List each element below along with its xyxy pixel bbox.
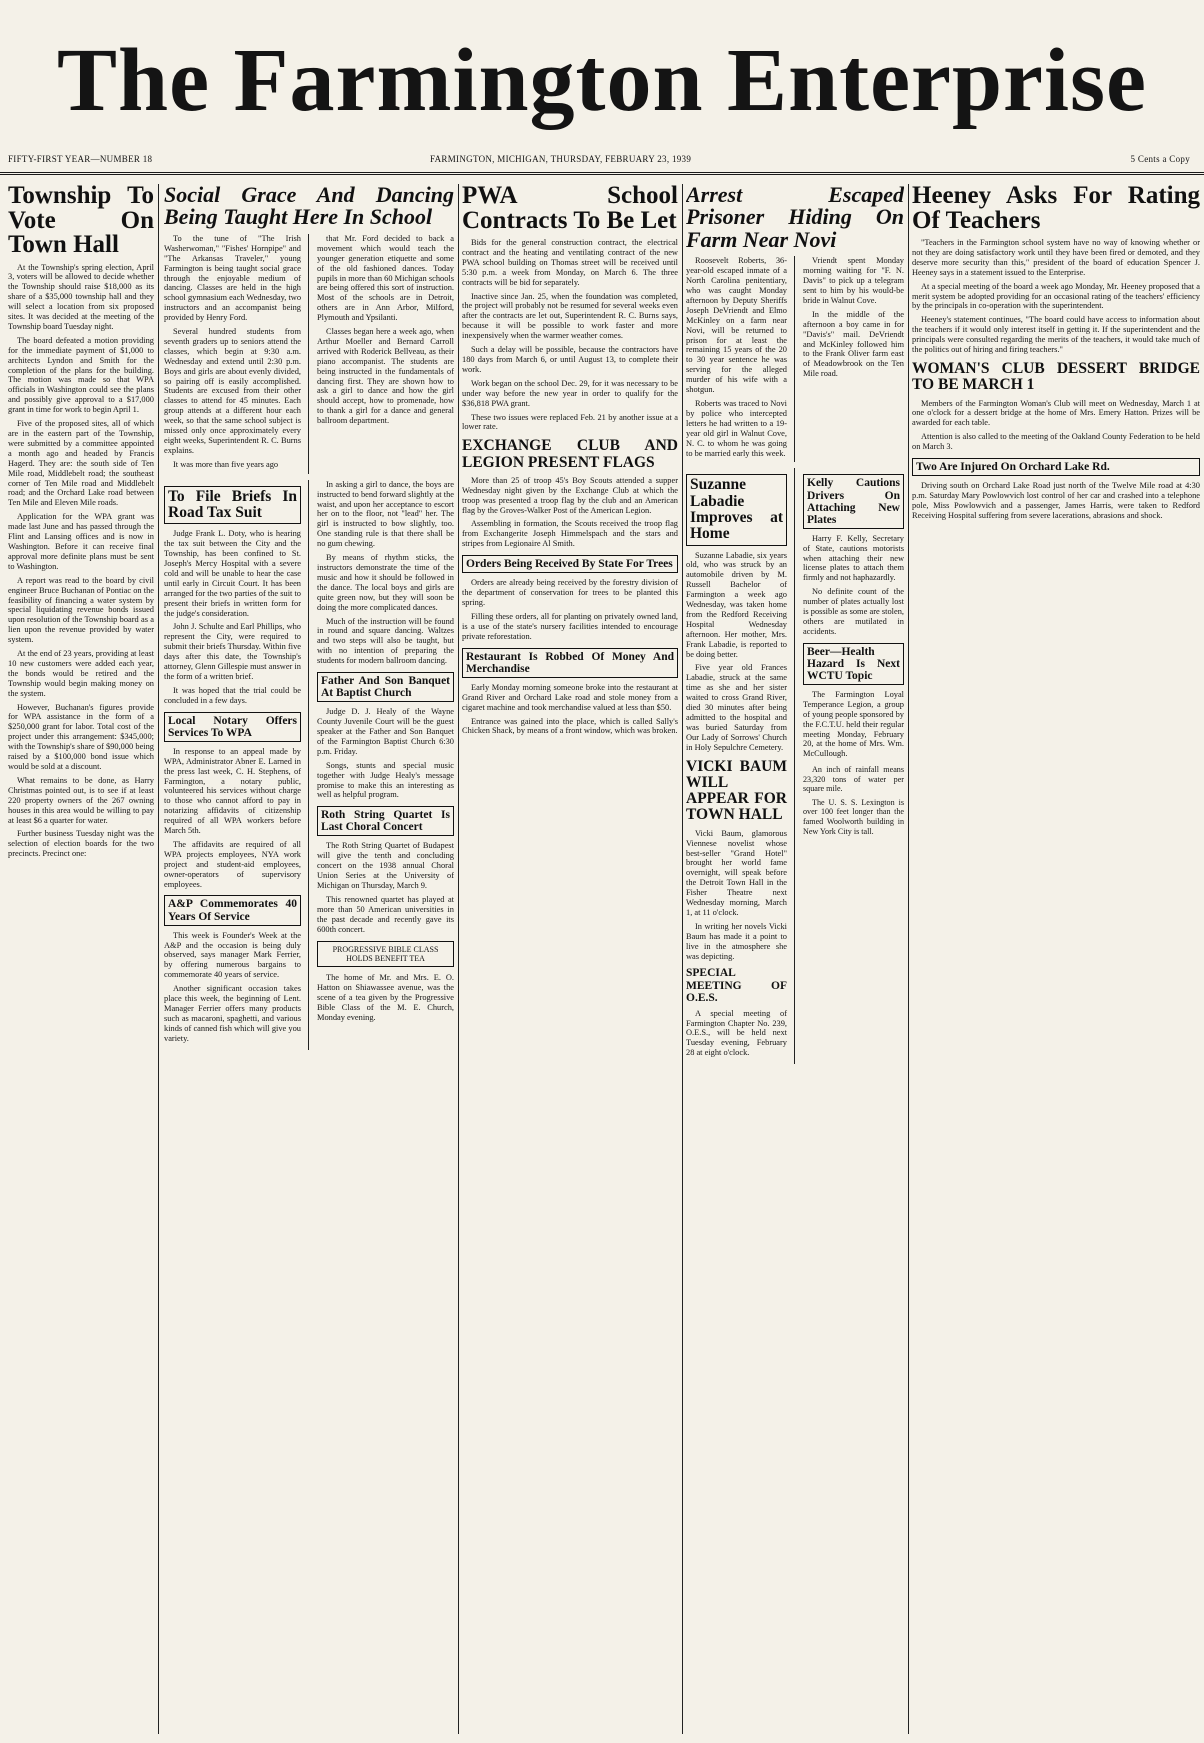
bible-class-box: PROGRESSIVE BIBLE CLASS HOLDS BENEFIT TEA xyxy=(317,941,454,968)
pwa-paragraph: Inactive since Jan. 25, when the foundation was completed, the project will probably not be resumed for several weeks even after the contracts are let out, Superintendent R. C. Burns says, because it will be possible to work faster and more inexpensively when the warmer weather comes. xyxy=(462,291,678,341)
column-4 xyxy=(686,184,904,1734)
ap-paragraph: Another significant occasion takes place this week, the beginning of Lent. Manager Ferrier offers many products such as macaroni, spaghetti, and various kinds of canned fish which will give you variety. xyxy=(164,984,301,1043)
township-paragraph: What remains to be done, as Harry Christmas pointed out, is to see if at least 220 property owners of the 267 owning houses in this area would be willing to pay at least $6 a quarter for water. xyxy=(8,775,154,825)
masthead: The Farmington Enterprise xyxy=(57,31,1147,130)
column-5 xyxy=(912,184,1200,1734)
pwa-paragraph: Bids for the general construction contract, the electrical contract and the heating and ventilating contract of the new PWA school building on Thomas street will be received until 5:30 p.m. a week from Monday, on March 6. The three contracts will be bid for separately. xyxy=(462,238,678,287)
heeney-paragraph: Heeney's statement continues, "The board could have access to information about the teachers if it would only interest itself in getting it. If the superintendent and the principals were consulted regarding the merits of the teachers, it would take much of the politics out of hiring and firing teachers." xyxy=(912,315,1200,355)
kelly-paragraph: Harry F. Kelly, Secretary of State, cautions motorists when attaching their new license plates to attach them firmly and not haphazardly. xyxy=(803,533,904,583)
father-son-paragraph: Judge D. J. Healy of the Wayne County Juvenile Court will be the guest speaker at the Father and Son Banquet of the Farmington Baptist Church 6:30 p.m. Friday. xyxy=(317,707,454,756)
township-paragraph: A report was read to the board by civil engineer Bruce Buchanan of Pontiac on the feasibility of financing a water system by special liquidating revenue bonds issued upon resolution of the Township board as a lien upon the revenue provided by water system. xyxy=(8,575,154,645)
column-1 xyxy=(8,184,154,1734)
column-divider xyxy=(682,184,683,1734)
heeney-paragraph: At a special meeting of the board a week ago Monday, Mr. Heeney proposed that a merit system be adopted providing for an occasional rating of the teachers' efficiency by the principals in co-operation with the superintendent. xyxy=(912,281,1200,311)
township-story xyxy=(8,184,154,859)
ap-headline: A&P Commemorates 40 Years Of Service xyxy=(164,895,301,925)
orders-headline: Orders Being Received By State For Trees xyxy=(462,555,678,573)
restaurant-paragraph: Early Monday morning someone broke into the restaurant at Grand River and Orchard Lake road and stole money from a cigaret machine and took merchandise valued at less than $50. xyxy=(462,682,678,712)
heeney-story xyxy=(912,184,1200,355)
dancing-more-paragraph: Much of the instruction will be found in round and square dancing. Waltzes and two steps will also be taught, but with no intention of preparing the students for modern ballroom dancing. xyxy=(317,616,454,666)
township-paragraph: Application for the WPA grant was made last June and has passed through the Flint and Lansing offices and is now in Washington. Before it can receive final approval more definite plans must be sent to Washington. xyxy=(8,512,154,571)
vicki-story xyxy=(686,759,787,962)
social-right xyxy=(317,234,454,474)
social-paragraph: that Mr. Ford decided to back a movement which would teach the younger generation etiquette and some of the old fashioned dances. Today pupils in more than 60 Michigan schools are being offered this sort of instruction. Most of the schools are in Detroit, others are in Ann Arbor, Milford, Plymouth and Ypsilanti. xyxy=(317,233,454,323)
notary-headline: Local Notary Offers Services To WPA xyxy=(164,712,301,742)
restaurant-headline: Restaurant Is Robbed Of Money And Merchandise xyxy=(462,648,678,678)
dancing-more-paragraph: By means of rhythm sticks, the instructors demonstrate the time of the music and how it should be followed in the dance. The local boys and girls are quite green now, but they will soon be doing the more complicated dances. xyxy=(317,553,454,612)
special-meeting-headline: SPECIAL MEETING OF O.E.S. xyxy=(686,967,787,1004)
arrest-left xyxy=(686,256,795,462)
inch-note: An inch of rainfall means 23,320 tons of water per square mile. xyxy=(803,765,904,794)
file-briefs-headline: To File Briefs In Road Tax Suit xyxy=(164,486,301,525)
column-4-right xyxy=(803,468,904,1064)
suzanne-paragraph: Suzanne Labadie, six years old, who was struck by an automobile driven by M. Russell Bachelor of Farmington a week ago Wednesday, was taken home from the Redford Receiving Hospital Wednesday afternoon. Her mother, Mrs. Frank Labadie, is reported to be doing better. xyxy=(686,550,787,659)
column-3 xyxy=(462,184,678,1734)
restaurant-story xyxy=(462,648,678,737)
township-paragraph: Five of the proposed sites, all of which are in the eastern part of the Township, were submitted by a committee appointed a month ago and headed by Francis Hagerd. They are: the south side of Ten Mile road, Middlebelt road; the southeast corner of Ten Mile road and Middlebelt road; and the Orchard Lake road between Ten Mile and Eleven Mile roads. xyxy=(8,419,154,508)
dateline: FARMINGTON, MICHIGAN, THURSDAY, FEBRUARY 23, 1939 xyxy=(430,154,692,164)
social-paragraph: It was more than five years ago xyxy=(173,459,279,469)
file-briefs-paragraph: Judge Frank L. Doty, who is hearing the tax suit between the City and the Township, has been confined to St. Joseph's Mercy Hospital with a severe cold and will be unable to hear the case until early in Circuit Court. It has been arranged for the two parties of the suit to present their briefs in written form for the judge's consideration. xyxy=(164,529,301,618)
two-injured-paragraph: Driving south on Orchard Lake Road just north of the Twelve Mile road at 4:30 p.m. Saturday Mary Powlowvich lost control of her car and crashed into a telephone pole, Miss Powlowvich and a passenger, James Harris, were taken to Redford Receiving Hospital suffering from severe lacerations, abrasions and shock. xyxy=(912,481,1200,520)
column-2-left xyxy=(164,480,309,1050)
roth-paragraph: This renowned quartet has played at more than 50 American universities in the past decade and recently gave its 600th concert. xyxy=(317,894,454,934)
vicki-headline: VICKI BAUM WILL APPEAR FOR TOWN HALL xyxy=(686,757,787,824)
lexington-note: The U. S. S. Lexington is over 100 feet longer than the famed Woolworth building in New York City is tall. xyxy=(803,797,904,836)
column-divider xyxy=(908,184,909,1734)
two-injured-story xyxy=(912,458,1200,521)
social-story xyxy=(164,184,454,474)
kelly-story xyxy=(803,474,904,636)
roth-story xyxy=(317,806,454,1023)
father-son-headline: Father And Son Banquet At Baptist Church xyxy=(317,672,454,702)
township-paragraph: However, Buchanan's figures provide for WPA assistance in the form of a $250,000 grant for labor. Total cost of the project under this arrangement: $345,000; with the Township's share of $90,000 being raised by a $100,000 bond issue which would be sold at a discount. xyxy=(8,702,154,771)
issue-line xyxy=(0,150,1204,175)
ap-story xyxy=(164,895,301,1043)
kelly-paragraph: No definite count of the number of plates actually lost is possible as some are stolen, others are mutilated in accidents. xyxy=(803,587,904,636)
special-meeting-story xyxy=(686,967,787,1058)
file-briefs-paragraph: It was hoped that the trial could be concluded in a few days. xyxy=(164,685,301,705)
womans-club-story xyxy=(912,361,1200,452)
pwa-paragraph: Such a delay will be possible, because the contractors have 180 days from March 6, or until August 13, to complete their work. xyxy=(462,345,678,374)
orders-paragraph: Filling these orders, all for planting on privately owned land, is a use of the state's nursery facilities intended to encourage private reforestation. xyxy=(462,611,678,641)
column-divider xyxy=(158,184,159,1734)
beer-paragraph: The Farmington Loyal Temperance Legion, a group of young people sponsored by the F.C.T.U. held their regular meeting Monday, February 20, at the home of Mrs. Wm. McCullough. xyxy=(803,689,904,759)
orders-paragraph: Orders are already being received by the forestry division of the department of conservation for trees to be planted this spring. xyxy=(462,578,678,608)
bible-class-paragraph: The home of Mr. and Mrs. E. O. Hatton on Shiawassee avenue, was the scene of a tea given by the Progressive Bible Class of the M. E. Church, Monday evening. xyxy=(317,973,454,1023)
vicki-paragraph: Vicki Baum, glamorous Viennese novelist whose best-seller "Grand Hotel" brought her world fame overnight, will speak before the Detroit Town Hall in the Fisher Theatre next Wednesday morning, March 1, at 11 o'clock. xyxy=(686,828,787,917)
notary-paragraph: The affidavits are required of all WPA projects employees, NYA work project and student-aid employees, owner-operators of supervisory employees. xyxy=(164,839,301,889)
exchange-headline: EXCHANGE CLUB AND LEGION PRESENT FLAGS xyxy=(462,437,678,471)
arrest-paragraph: Roosevelt Roberts, 36-year-old escaped inmate of a North Carolina penitentiary, who was caught Monday afternoon by Deputy Sheriffs Joseph DeVriendt and Elmo McKinley on a farm near Novi, will be returned to prison for at least the remaining 15 years of the 20 to 30 year sentence he was serving for the alleged murder of his wife with a shotgun. xyxy=(686,256,787,395)
social-paragraph: To the tune of "The Irish Washerwoman," "Fishes' Hornpipe" and "The Arkansas Traveler," young Farmington is being taught social grace through the enjoyable medium of dancing. Classes are held in the high school gymnasium each Wednesday, two instructors and an accompanist being provided by Henry Ford. xyxy=(164,233,302,323)
column-4-left xyxy=(686,468,795,1064)
social-split xyxy=(164,234,454,474)
vicki-paragraph: In writing her novels Vicki Baum has made it a point to live in the atmosphere she was depicting. xyxy=(686,921,787,961)
file-briefs-paragraph: John J. Schulte and Earl Phillips, who represent the City, were required to submit their briefs Thursday. Within five days after this date, the Township's attorney, Glenn Gillespie must answer in the form of a written brief. xyxy=(164,622,301,681)
social-paragraph: Classes began here a week ago, when Arthur Moeller and Bernard Carroll arrived with Roderick Bellveau, as their piano accompanist. The students are being instructed in the fundamentals of dancing first. They are shown how to ask a girl to dance and how the girl should accept, how to promenade, how to thank a girl for a dance and general ballroom department. xyxy=(317,327,454,426)
pwa-paragraph: Work began on the school Dec. 29, for it was necessary to be under way before the new year in order to qualify for the $36,818 PWA grant. xyxy=(462,378,678,408)
exchange-paragraph: More than 25 of troop 45's Boy Scouts attended a supper Wednesday night given by the Exchange Club at which the troop was presented a troop flag by the club and an American flag by the Groves-Walker Post of the American Legion. xyxy=(462,475,678,515)
column-2 xyxy=(164,184,454,1734)
arrest-right xyxy=(803,256,904,462)
beer-story xyxy=(803,643,904,760)
township-paragraph: At the Township's spring election, April 3, voters will be allowed to decide whether the Township should raise $18,000 as its share of a $35,000 township hall and they will select a location from six proposed sites. It was decided at the meeting of the Township board Tuesday night. xyxy=(8,262,154,331)
orders-story xyxy=(462,555,678,642)
issue-number: FIFTY-FIRST YEAR—NUMBER 18 xyxy=(8,154,153,164)
pwa-paragraph: These two issues were replaced Feb. 21 by another issue at a lower rate. xyxy=(462,412,678,432)
column-2-right xyxy=(317,480,454,1050)
file-briefs-story xyxy=(164,486,301,706)
exchange-paragraph: Assembling in formation, the Scouts received the troop flag from Exchangerite Joseph Himmelspach and the stars and stripes from Legionaire Al Smith. xyxy=(462,519,678,549)
dancing-more-story xyxy=(317,480,454,666)
pwa-headline: PWA School Contracts To Be Let xyxy=(462,184,678,234)
arrest-paragraph: Vriendt spent Monday morning waiting for "F. N. Davis" to pick up a telegram sent to him by his would-be bride in Walnut Cove. xyxy=(803,256,904,305)
social-headline: Social Grace And Dancing Being Taught Here In School xyxy=(164,184,454,230)
township-headline: Township To Vote On Town Hall xyxy=(8,184,154,258)
arrest-split xyxy=(686,256,904,462)
column-4-split xyxy=(686,468,904,1064)
womans-club-headline: WOMAN'S CLUB DESSERT BRIDGE TO BE MARCH 1 xyxy=(912,359,1200,394)
heeney-paragraph: "Teachers in the Farmington school system have no way of knowing whether or not they are doing satisfactory work until they have been fired or demoted, and they deserve more security than this," president of the board of education Spencer J. Heeney says in a statement issued to the Enterprise. xyxy=(912,238,1200,277)
social-paragraph: Several hundred students from seventh graders up to seniors attend the classes, which begin at 9:30 a.m. Wednesday and extend until 2:30 p.m. Boys and girls are about evenly divided, so pairing off is easily accomplished. Students are excused from their other classes to attend for 45 minutes. Each group attends at a different hour each week, so that the same school subject is missed only once approximately every eight weeks, Superintendent R. C. Burns explains. xyxy=(164,327,301,455)
two-injured-headline: Two Are Injured On Orchard Lake Rd. xyxy=(912,458,1200,476)
beer-headline: Beer—Health Hazard Is Next WCTU Topic xyxy=(803,643,904,685)
price: 5 Cents a Copy xyxy=(1130,154,1190,164)
roth-paragraph: The Roth String Quartet of Budapest will give the tenth and concluding concert on the 1938 annual Choral Union Series at the University of Michigan on Thursday, March 9. xyxy=(317,841,454,891)
township-paragraph: Further business Tuesday night was the selection of election boards for the two precincts. Precinct one: xyxy=(8,829,154,859)
special-meeting-paragraph: A special meeting of Farmington Chapter No. 239, O.E.S., will be held next Tuesday evening, February 28 at eight o'clock. xyxy=(686,1008,787,1058)
township-paragraph: The board defeated a motion providing for the immediate payment of $1,000 to architects Lyndon and Smith for the completion of the plans for the building. The motion was made so that WPA officials in Washington could see the plans and possibly give approval to a $17,000 grant in time for work to begin April 1. xyxy=(8,335,154,415)
arrest-story xyxy=(686,184,904,462)
womans-club-paragraph: Attention is also called to the meeting of the Oakland County Federation to be held on March 3. xyxy=(912,432,1200,452)
father-son-story xyxy=(317,672,454,800)
suzanne-paragraph: Five year old Frances Labadie, struck at the same time as she and her sister waited to cross Grand River, died 30 minutes after being admitted to the hospital and was buried Saturday from Our Lady of Sorrows' Church in Holy Sepulchre Cemetery. xyxy=(686,663,787,752)
suzanne-headline: Suzanne Labadie Improves at Home xyxy=(686,474,787,545)
ap-paragraph: This week is Founder's Week at the A&P and the occasion is being duly observed, says manager Mark Ferrier, by offering numerous bargains to commemorate 40 years of service. xyxy=(164,930,301,980)
social-left xyxy=(164,234,309,474)
restaurant-paragraph: Entrance was gained into the place, which is called Sally's Chicken Shack, by means of a front window, which was broken. xyxy=(462,716,678,736)
father-son-paragraph: Songs, stunts and special music together with Judge Healy's message promise to make this an interesting as well as helpful program. xyxy=(317,760,454,800)
column-2-split xyxy=(164,480,454,1050)
arrest-paragraph: Roberts was traced to Novi by police who intercepted letters he had written to a 19-year old girl in Walnut Cove, N. C. to whom he was going to be married early this week. xyxy=(686,399,787,458)
pwa-story xyxy=(462,184,678,432)
suzanne-story xyxy=(686,474,787,752)
womans-club-paragraph: Members of the Farmington Woman's Club will meet on Wednesday, March 1 at one o'clock for a dessert bridge at the home of Mrs. Emery Hatton. Prizes will be awarded for each table. xyxy=(912,398,1200,428)
notary-story xyxy=(164,712,301,890)
kelly-headline: Kelly Cautions Drivers On Attaching New Plates xyxy=(803,474,904,528)
dancing-more-paragraph: In asking a girl to dance, the boys are instructed to bend forward slightly at the waist, and upon her acceptance to escort her on to the floor, not "lead" her. The girl is instructed to bow slightly, too. One standing rule is that there shall be no gum chewing. xyxy=(317,479,454,549)
roth-headline: Roth String Quartet Is Last Choral Concert xyxy=(317,806,454,836)
column-divider xyxy=(458,184,459,1734)
township-paragraph: At the end of 23 years, providing at least 10 new customers were added each year, the bonds would be retired and the Township would begin making money on the system. xyxy=(8,649,154,698)
heeney-headline: Heeney Asks For Rating Of Teachers xyxy=(912,184,1200,234)
arrest-paragraph: In the middle of the afternoon a boy came in for "Davis's" mail. DeVriendt and McKinley followed him to the Frank Oliver farm east of Meadowbrook on the Ten Mile road. xyxy=(803,309,904,379)
notary-paragraph: In response to an appeal made by WPA, Administrator Abner E. Larned in the press last week, C. H. Stephens, of Farmington, a notary public, volunteered his services without charge to those who cannot afford to pay in notarizing affidavits of citizenship required of all WPA workers before March 5th. xyxy=(164,746,301,836)
exchange-story xyxy=(462,438,678,549)
arrest-headline: Arrest Escaped Prisoner Hiding On Farm Near Novi xyxy=(686,184,904,252)
